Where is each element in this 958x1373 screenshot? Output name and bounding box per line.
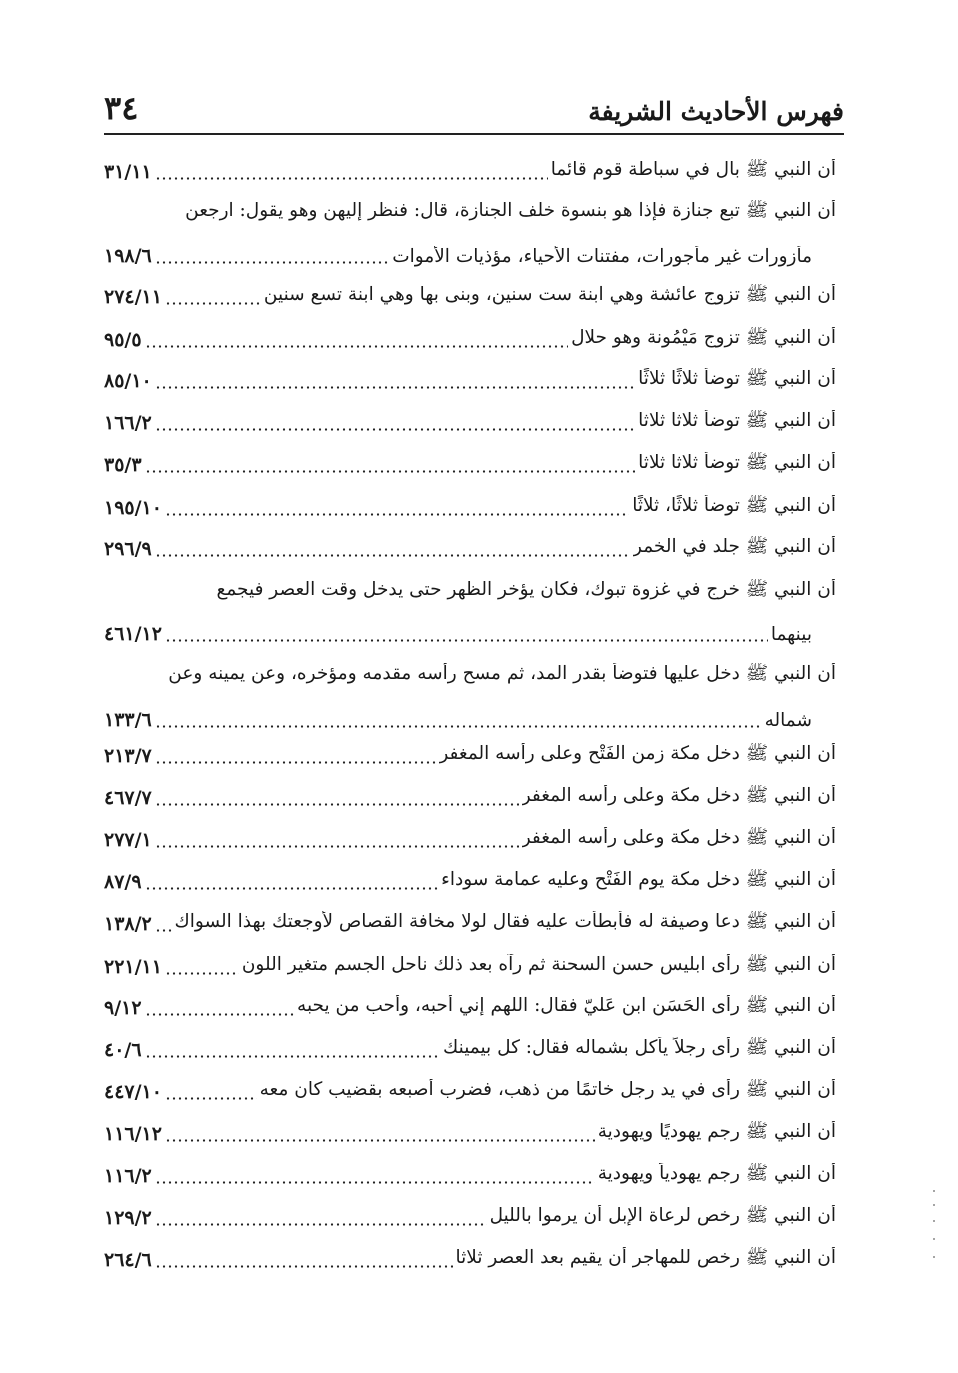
page-number: ٣٤ — [104, 89, 139, 127]
entry-text: أن النبي ﷺ توضأ ثلاثا ثلاثا — [638, 410, 836, 431]
entry-reference: ٢١٣/٧ — [104, 745, 152, 767]
entry-text: أن النبي ﷺ دخل مكة يوم الفَتْح وعليه عمامة سوداء — [441, 869, 836, 890]
leader-dots — [155, 261, 389, 264]
index-entry — [104, 781, 836, 815]
page-title: فهرس الأحاديث الشريفة — [588, 97, 844, 126]
entry-text: أن النبي ﷺ دخل مكة وعلى رأسه المغفر — [521, 827, 836, 848]
index-entry — [104, 280, 836, 314]
entry-text: أن النبي ﷺ رخص لرعاة الإبل أن يرموا بالليل — [489, 1205, 836, 1226]
entry-reference: ١١٦/٢ — [104, 1165, 152, 1187]
entry-text: أن النبي ﷺ دخل مكة وعلى رأسه المغفر — [521, 785, 836, 806]
entry-reference: ٢٧٧/١ — [104, 829, 152, 851]
index-entry — [104, 659, 836, 693]
index-entry — [104, 491, 836, 525]
entry-text: أن النبي ﷺ تزوج عائشة وهي ابنة ست سنين، وبنى بها وهي ابنة تسع سنين — [263, 284, 836, 305]
header-rule — [104, 133, 844, 135]
leader-dots — [165, 972, 239, 975]
index-entry — [104, 364, 836, 398]
entry-text: أن النبي ﷺ توضأ ثلاثًا، ثلاثًا — [632, 495, 836, 516]
index-entry — [104, 196, 836, 230]
index-entry — [104, 907, 836, 941]
entry-reference: ٤٤٧/١٠ — [104, 1081, 162, 1103]
entry-text: أن النبي ﷺ رجم يهوديًا ويهودية — [597, 1121, 836, 1142]
index-entry — [104, 406, 836, 440]
leader-dots — [155, 845, 519, 848]
leader-dots — [165, 639, 768, 642]
index-entry — [104, 991, 836, 1025]
leader-dots — [145, 887, 439, 890]
entry-text: أن النبي ﷺ تزوج مَيْمُونة وهو حلال — [571, 327, 836, 348]
entry-reference: ١٣٣/٦ — [104, 709, 152, 731]
entry-text: أن النبي ﷺ دخل عليها فتوضأ بقدر المد، ثم مسح رأسه مقدمه ومؤخره، وعن يمينه وعن — [168, 663, 836, 684]
leader-dots — [155, 803, 519, 806]
index-entry — [104, 1243, 836, 1277]
entry-text: أن النبي ﷺ دعا وصيفة له فأبطأت عليه فقال لولا مخافة القصاص لأوجعتك بهذا السواك — [174, 911, 836, 932]
leader-dots — [155, 1223, 487, 1226]
entry-reference: ٨٥/١٠ — [104, 370, 152, 392]
entry-reference: ٤٠/٦ — [104, 1039, 142, 1061]
leader-dots — [165, 302, 261, 305]
leader-dots — [155, 428, 635, 431]
leader-dots — [155, 1265, 453, 1268]
margin-specks — [930, 1190, 940, 1280]
index-entry — [104, 323, 836, 357]
entry-text: بينهما — [770, 623, 812, 645]
entry-reference: ٩٥/٥ — [104, 329, 142, 351]
entry-reference: ١٩٨/٦ — [104, 245, 152, 267]
entry-reference: ٣٥/٣ — [104, 454, 142, 476]
leader-dots — [155, 1181, 595, 1184]
leader-dots — [155, 929, 172, 932]
entry-reference: ٣١/١١ — [104, 161, 152, 183]
entry-text: أن النبي ﷺ رأى الحَسَن ابن عَليّ فقال: اللهم إني أحبه، وأحب من يحبه — [297, 995, 836, 1016]
leader-dots — [155, 177, 548, 180]
leader-dots — [145, 470, 636, 473]
leader-dots — [155, 386, 635, 389]
entry-reference: ٤٦١/١٢ — [104, 623, 162, 645]
entry-text: أن النبي ﷺ رخص للمهاجر أن يقيم بعد العصر ثلاثا — [455, 1247, 836, 1268]
entry-reference: ١٣٨/٢ — [104, 913, 152, 935]
entry-text: أن النبي ﷺ خرج في غزوة تبوك، فكان يؤخر الظهر حتى يدخل وقت العصر فيجمع — [216, 579, 836, 600]
leader-dots — [165, 1097, 257, 1100]
entry-reference: ١٩٥/١٠ — [104, 497, 162, 519]
leader-dots — [155, 725, 762, 728]
entry-text: أن النبي ﷺ دخل مكة زمن الفَتْح وعلى رأسه المغفر — [439, 743, 836, 764]
index-entry — [104, 1117, 836, 1151]
entry-text: أن النبي ﷺ توضأ ثلاثا ثلاثا — [638, 452, 836, 473]
leader-dots — [165, 513, 629, 516]
index-entry — [104, 1075, 836, 1109]
leader-dots — [155, 761, 437, 764]
entry-reference: ١٢٩/٢ — [104, 1207, 152, 1229]
entry-reference: ٢٧٤/١١ — [104, 286, 162, 308]
entry-reference: ١١٦/١٢ — [104, 1123, 162, 1145]
index-entry — [104, 823, 836, 857]
index-entry — [104, 155, 836, 189]
index-entry — [104, 532, 836, 566]
entry-reference: ٩/١٢ — [104, 997, 142, 1019]
entry-text: أن النبي ﷺ تبع جنازة فإذا هو بنسوة خلف الجنازة، قال: فنظر إليهن وهو يقول: ارجعن — [185, 200, 836, 221]
leader-dots — [145, 1013, 294, 1016]
entry-reference: ٤٦٧/٧ — [104, 787, 152, 809]
entry-reference: ٢٩٦/٩ — [104, 538, 152, 560]
leader-dots — [165, 1139, 595, 1142]
index-entry — [104, 703, 812, 737]
entry-text: أن النبي ﷺ رأى ابليس حسن السحنة ثم رآه بعد ذلك ناحل الجسم متغير اللون — [241, 954, 836, 975]
entry-text: أن النبي ﷺ رأى رجلاً يأكل بشماله فقال: كل بيمينك — [443, 1037, 836, 1058]
leader-dots — [145, 1055, 440, 1058]
index-entry — [104, 1201, 836, 1235]
entry-text: مأزورات غير مأجورات، مفتنات الأحياء، مؤذيات الأموات — [392, 245, 812, 267]
index-entry — [104, 617, 812, 651]
index-entry — [104, 950, 836, 984]
entry-text: شماله — [764, 709, 812, 731]
entry-reference: ١٦٦/٢ — [104, 412, 152, 434]
page-header — [104, 68, 844, 127]
leader-dots — [155, 554, 630, 557]
entry-reference: ٨٧/٩ — [104, 871, 142, 893]
index-entry — [104, 1159, 836, 1193]
entry-reference: ٢٢١/١١ — [104, 956, 162, 978]
entry-text: أن النبي ﷺ توضأ ثلاثًا ثلاثًا — [638, 368, 836, 389]
leader-dots — [145, 345, 569, 348]
entry-reference: ٢٦٤/٦ — [104, 1249, 152, 1271]
entry-text: أن النبي ﷺ بال في سباطة قوم قائما — [550, 159, 836, 180]
index-entry — [104, 865, 836, 899]
entry-text: أن النبي ﷺ رأى في يد رجل خاتمًا من ذهب، فضرب أصبعه بقضيب كان معه — [259, 1079, 836, 1100]
index-entry — [104, 1033, 836, 1067]
index-entry — [104, 448, 836, 482]
entry-text: أن النبي ﷺ رجم يهودياً ويهودية — [597, 1163, 836, 1184]
entry-text: أن النبي ﷺ جلد في الخمر — [633, 536, 836, 557]
index-entry — [104, 239, 812, 273]
index-entry — [104, 575, 836, 609]
index-entry — [104, 739, 836, 773]
